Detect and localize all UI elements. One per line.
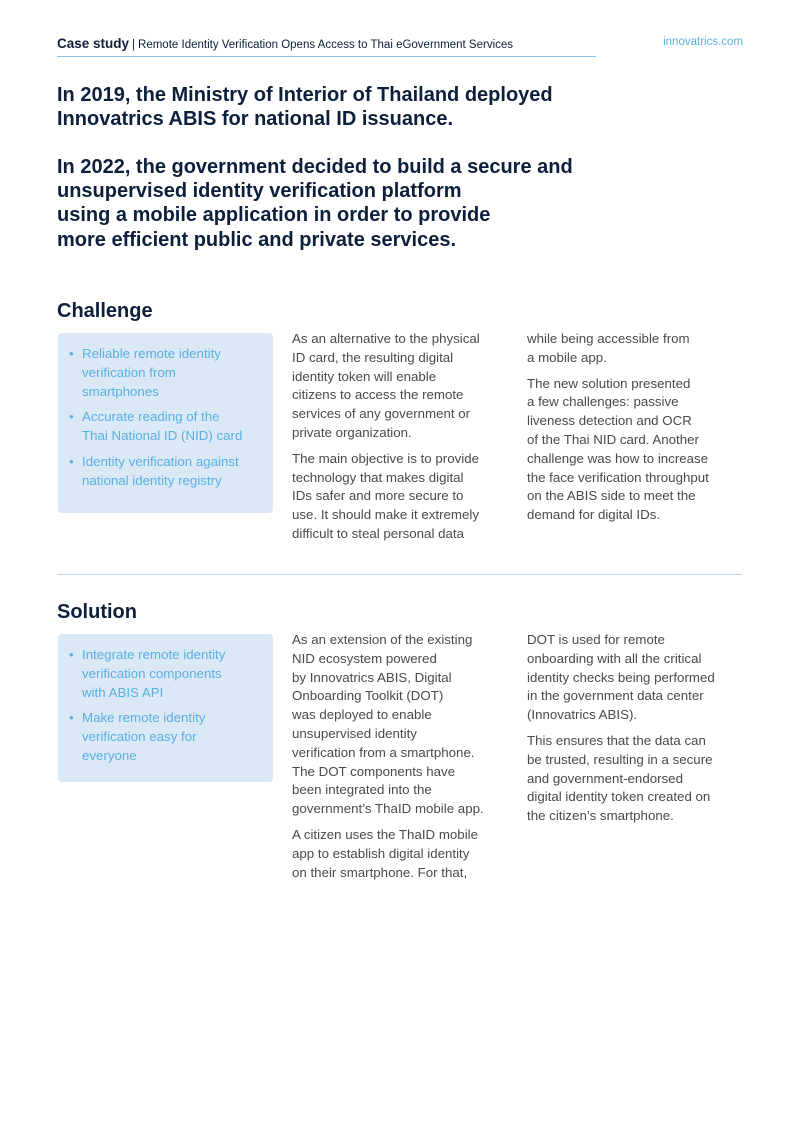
- list-item: • Make remote identity verification easy for everyone: [69, 710, 206, 763]
- list-item: • Integrate remote identity verification components with ABIS API: [69, 647, 226, 700]
- body-paragraph: DOT is used for remote onboarding with all the critical identity checks being performed in the government data center (Innovatrics ABIS).: [527, 632, 715, 723]
- intro-line: In 2022, the government decided to build a secure and: [57, 156, 573, 178]
- body-paragraph: while being accessible from a mobile app.: [527, 331, 690, 365]
- intro-paragraph-2: [57, 155, 617, 252]
- intro-line: more efficient public and private services.: [57, 228, 457, 251]
- bullet-icon: •: [69, 647, 74, 662]
- challenge-heading: Challenge: [57, 300, 153, 322]
- website-link[interactable]: innovatrics.com: [663, 36, 743, 48]
- solution-goals-box: [58, 634, 273, 782]
- challenge-goals-box: [58, 333, 273, 513]
- doc-type-label: Case study: [57, 36, 130, 51]
- body-paragraph: The new solution presented a few challenges: passive liveness detection and OCR of the Thai NID card. Another challenge was how to increase the face verification throughput on the ABIS side to meet the demand for digital IDs.: [527, 375, 709, 523]
- body-paragraph: A citizen uses the ThaID mobile app to establish digital identity on their smartphone. For that,: [292, 826, 479, 880]
- bullet-icon: •: [69, 346, 74, 361]
- solution-goals-list: [68, 646, 263, 766]
- challenge-column-1: [292, 330, 512, 551]
- solution-heading: Solution: [57, 601, 137, 623]
- bullet-icon: •: [69, 453, 74, 469]
- section-divider: [57, 574, 742, 575]
- intro-line: using a mobile application in order to provide: [57, 204, 491, 227]
- solution-column-1: [292, 631, 512, 889]
- intro-line: In 2019, the Ministry of Interior of Thailand deployed: [57, 84, 553, 106]
- body-paragraph: As an alternative to the physical ID card, the resulting digital identity token will enable citizens to access the remote services of any government or private organization.: [292, 331, 480, 440]
- intro-paragraph-1: [57, 83, 617, 131]
- doc-subtitle: Remote Identity Verification Opens Access to Thai eGovernment Services: [138, 39, 514, 51]
- solution-column-2: [527, 631, 747, 833]
- bullet-icon: •: [69, 409, 74, 425]
- challenge-column-2: [527, 330, 747, 532]
- intro-line: Innovatrics ABIS for national ID issuance.: [57, 108, 454, 131]
- list-item: • Identity verification against national identity registry: [69, 453, 239, 488]
- body-paragraph: The main objective is to provide technology that makes digital IDs safer and more secure to use. It should make it extremely difficult to steal personal data: [292, 450, 479, 541]
- bullet-icon: •: [69, 710, 74, 726]
- challenge-goals-list: [68, 345, 263, 491]
- header-separator: |: [132, 39, 136, 51]
- intro-line: unsupervised identity verification platform: [57, 180, 462, 203]
- document-header: [57, 36, 596, 57]
- body-paragraph: This ensures that the data can be trusted, resulting in a secure and government-endorsed digital identity token created on the citizen’s smartphone.: [527, 732, 713, 824]
- list-item: • Reliable remote identity verification from smartphones: [69, 346, 221, 399]
- list-item: • Accurate reading of the Thai National ID (NID) card: [69, 409, 243, 444]
- body-paragraph: As an extension of the existing NID ecosystem powered by Innovatrics ABIS, Digital Onboarding Toolkit (DOT) was deployed to enable unsupervised identity verification from a smartphone. The DOT components have been integrated into the government’s ThaID mobile app.: [292, 632, 484, 817]
